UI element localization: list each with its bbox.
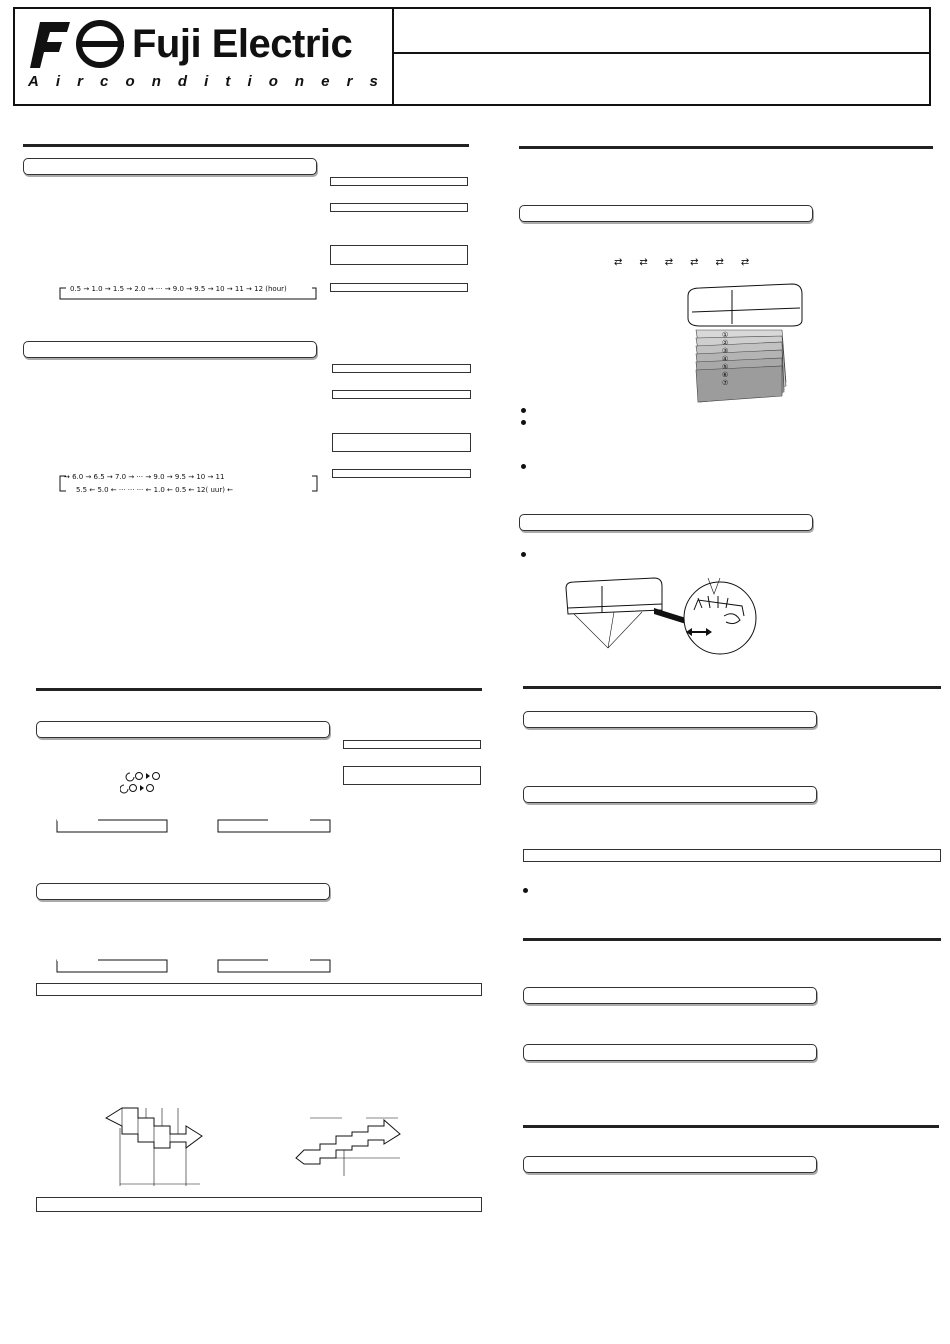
side-box bbox=[332, 364, 471, 373]
unit-louver-illustration bbox=[682, 280, 806, 405]
side-box bbox=[332, 390, 471, 399]
timer-sequence-top: → 6.0 → 6.5 → 7.0 → ··· → 9.0 → 9.5 → 10 → 11 bbox=[64, 473, 225, 481]
section-rule bbox=[519, 146, 933, 149]
bullet-dot bbox=[521, 464, 526, 469]
subsection-pill bbox=[523, 711, 817, 728]
section-rule bbox=[523, 1125, 939, 1128]
brand-subtitle bbox=[28, 73, 378, 90]
sleep-timer-heating-diagram bbox=[292, 1110, 404, 1184]
louver-number: ① bbox=[722, 331, 729, 339]
subtitle-letter: n bbox=[151, 73, 161, 90]
fuji-logo-icon bbox=[26, 18, 130, 70]
subtitle-letter: n bbox=[294, 73, 305, 90]
bracket-boxes bbox=[56, 955, 334, 975]
section-rule bbox=[523, 686, 941, 689]
direction-arrows: ⇄⇄⇄⇄⇄⇄ bbox=[614, 257, 767, 268]
side-box bbox=[330, 245, 468, 265]
subsection-pill bbox=[523, 987, 817, 1004]
vertical-louver-illustration bbox=[558, 572, 762, 656]
subsection-pill bbox=[519, 205, 813, 222]
louver-number: ⑥ bbox=[722, 371, 729, 379]
louver-number: ⑤ bbox=[722, 363, 729, 371]
subsection-pill bbox=[523, 1156, 817, 1173]
subsection-pill bbox=[23, 158, 317, 175]
side-box bbox=[343, 766, 481, 785]
subsection-pill bbox=[36, 721, 330, 738]
section-rule bbox=[36, 688, 482, 691]
note-box bbox=[36, 1197, 482, 1212]
side-box bbox=[332, 433, 471, 452]
subtitle-letter: d bbox=[177, 73, 188, 90]
side-box bbox=[330, 203, 468, 212]
subsection-pill bbox=[36, 883, 330, 900]
louver-number: ③ bbox=[722, 347, 729, 355]
louver-number: ⑦ bbox=[722, 379, 729, 387]
louver-position-labels bbox=[722, 331, 728, 387]
note-box bbox=[36, 983, 482, 996]
subtitle-letter: i bbox=[247, 73, 252, 90]
subtitle-letter: c bbox=[100, 73, 109, 90]
bracket-boxes bbox=[56, 815, 334, 835]
timer-sequence: 0.5 → 1.0 → 1.5 → 2.0 → ··· → 9.0 → 9.5 → 10 → 11 → 12 (hour) bbox=[70, 285, 287, 293]
subtitle-letter: s bbox=[369, 73, 378, 90]
subsection-pill bbox=[23, 341, 317, 358]
sleep-timer-cooling-diagram bbox=[102, 1102, 214, 1190]
bullet-dot bbox=[521, 408, 526, 413]
note-box bbox=[523, 849, 941, 862]
subtitle-letter: A bbox=[28, 73, 39, 90]
subtitle-letter: r bbox=[346, 73, 353, 90]
louver-number: ④ bbox=[722, 355, 729, 363]
side-box bbox=[330, 283, 468, 292]
brand-name: Fuji Electric bbox=[132, 22, 353, 66]
subsection-pill bbox=[523, 1044, 817, 1061]
side-box bbox=[343, 740, 481, 749]
subsection-pill bbox=[523, 786, 817, 803]
side-box bbox=[330, 177, 468, 186]
section-rule bbox=[23, 144, 469, 147]
header-divider bbox=[392, 7, 394, 106]
subtitle-letter: t bbox=[225, 73, 231, 90]
section-rule bbox=[523, 938, 941, 941]
header-row-divider bbox=[393, 52, 931, 54]
bullet-dot bbox=[521, 552, 526, 557]
subtitle-letter: i bbox=[204, 73, 209, 90]
subtitle-letter: r bbox=[77, 73, 83, 90]
bullet-dot bbox=[521, 420, 526, 425]
timer-icons bbox=[120, 770, 164, 794]
louver-number: ② bbox=[722, 339, 729, 347]
timer-sequence-bottom: 5.5 ← 5.0 ← ··· ··· ··· ← 1.0 ← 0.5 ← 12( uur) ← bbox=[76, 486, 234, 494]
bullet-dot bbox=[523, 888, 528, 893]
subtitle-letter: o bbox=[268, 73, 278, 90]
side-box bbox=[332, 469, 471, 478]
subsection-pill bbox=[519, 514, 813, 531]
subtitle-letter: e bbox=[321, 73, 330, 90]
subtitle-letter: o bbox=[125, 73, 135, 90]
subtitle-letter: i bbox=[55, 73, 61, 90]
